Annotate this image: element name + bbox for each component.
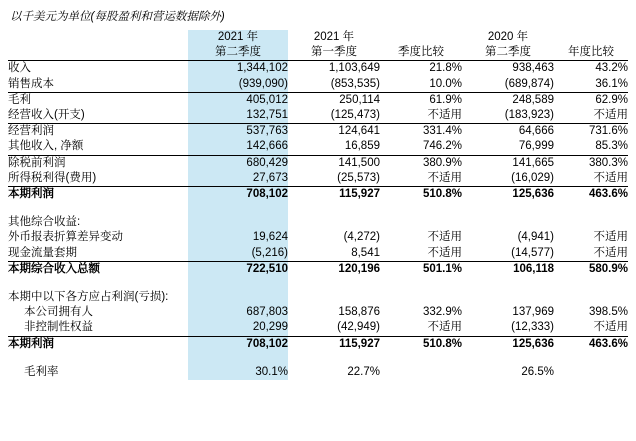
spacer-cell [462,277,554,290]
header-yoy [554,30,628,61]
cell-q2-2021: 687,803 [188,305,288,320]
cell-q2-2020: 938,463 [512,62,554,75]
cell-q1-2021: 158,876 [338,306,380,319]
header-qoq [380,30,462,61]
row-label: 经营利润 [8,124,188,140]
table-row [8,305,628,320]
cell-q1-2021: (42,949) [337,321,380,334]
cell-q2-2021 [188,290,288,305]
header-q2-2021-quarter: 第二季度 [215,46,261,59]
spacer-cell [380,277,462,290]
cell-q1-2021: 8,541 [351,246,380,259]
cell-yoy: 不适用 [593,109,628,122]
cell-yoy [554,215,628,230]
row-label: 销售成本 [8,77,54,90]
cell-q2-2021: 680,429 [188,155,288,171]
cell-yoy: 85.3% [595,140,628,153]
cell-q1-2021: 16,859 [344,140,380,153]
row-label: 其他收入, 净额 [8,140,84,153]
header-q2-2020-year: 2020 年 [487,31,529,43]
cell-qoq: 746.2% [422,140,462,153]
cell-q2-2020 [462,290,554,305]
row-label: 本期综合收入总额 [8,261,188,277]
table-row [8,246,628,262]
cell-qoq: 不适用 [427,321,462,334]
cell-yoy: 380.3% [554,155,628,171]
cell-qoq: 380.9% [380,155,462,171]
header-yoy-label: 年度比较 [568,46,614,59]
cell-qoq: 510.8% [380,187,462,203]
spacer-cell [8,352,188,365]
cell-yoy: 580.9% [554,261,628,277]
spacer-cell [380,352,462,365]
table-row [8,290,628,305]
cell-q2-2020: (183,923) [504,109,554,122]
table-body [8,61,628,380]
cell-yoy: 463.6% [554,336,628,352]
spacer-cell [288,277,380,290]
table-row [8,261,628,277]
cell-qoq: 不适用 [427,231,462,244]
header-q2-2020 [462,30,554,61]
table-spacer-row [8,352,628,365]
cell-q2-2021: 19,624 [188,230,288,245]
cell-q2-2021: 132,751 [188,108,288,124]
cell-q2-2020: 64,666 [462,124,554,140]
row-label: 本公司拥有人 [24,306,93,319]
cell-q2-2021: 142,666 [188,139,288,155]
table-row [8,230,628,245]
financial-table [8,30,628,380]
cell-qoq: 61.9% [380,92,462,108]
cell-q1-2021 [288,215,380,230]
table-spacer-row [8,277,628,290]
header-q1-2021 [288,30,380,61]
row-label: 所得税利得(费用) [8,171,97,184]
row-label: 毛利率 [24,365,59,378]
header-q2-2021 [188,30,288,61]
cell-q1-2021: (125,473) [330,109,380,122]
table-row [8,187,628,203]
cell-q2-2020: 26.5% [521,365,554,378]
cell-q2-2020: 76,999 [518,140,554,153]
cell-q1-2021: 22.7% [347,365,380,378]
spacer-cell [188,202,288,215]
cell-q2-2020: (14,577) [511,246,554,259]
cell-q2-2020: (4,941) [517,231,554,244]
cell-q2-2021: 27,673 [188,171,288,187]
row-label: 外币报表折算差异变动 [8,231,123,244]
cell-q1-2021: 115,927 [288,336,380,352]
cell-q1-2021: (4,272) [343,231,380,244]
cell-qoq [380,290,462,305]
header-q2-2021-year: 2021 年 [217,31,259,43]
cell-q2-2020: (689,874) [504,77,554,90]
table-row [8,336,628,352]
cell-q2-2021 [188,215,288,230]
spacer-cell [462,352,554,365]
header-q1-2021-quarter: 第一季度 [311,46,357,59]
cell-q2-2021: 722,510 [188,261,288,277]
header-q2-2020-quarter: 第二季度 [485,46,531,59]
cell-q1-2021: (25,573) [337,171,380,184]
table-row [8,155,628,171]
row-label: 本期中以下各方应占利润(亏损): [8,291,169,304]
header-qoq-label: 季度比较 [398,46,444,59]
row-label: 现金流量套期 [8,246,77,259]
header-q1-2021-year: 2021 年 [313,31,355,43]
spacer-cell [554,277,628,290]
cell-yoy: 731.6% [554,124,628,140]
spacer-cell [8,202,188,215]
cell-q2-2021: 537,763 [188,124,288,140]
cell-q2-2021: 708,102 [188,187,288,203]
row-label: 本期利润 [8,336,188,352]
cell-q2-2020: 141,665 [462,155,554,171]
table-row [8,171,628,187]
cell-q2-2021: (5,216) [188,246,288,262]
row-label: 除税前利润 [8,155,188,171]
cell-qoq: 331.4% [380,124,462,140]
spacer-cell [380,202,462,215]
cell-qoq [380,215,462,230]
row-label: 本期利润 [8,187,188,203]
cell-q2-2020: 125,636 [462,187,554,203]
cell-q1-2021: 124,641 [288,124,380,140]
table-row [8,92,628,108]
cell-yoy: 不适用 [593,321,628,334]
cell-yoy: 463.6% [554,187,628,203]
row-label: 收入 [8,62,31,75]
table-row [8,108,628,124]
cell-q1-2021: 141,500 [288,155,380,171]
table-row [8,124,628,140]
cell-yoy: 不适用 [593,246,628,259]
spacer-cell [554,352,628,365]
cell-q2-2020: 137,969 [512,306,554,319]
header-label-col [8,30,188,61]
cell-q2-2021: 20,299 [188,320,288,336]
cell-yoy: 36.1% [595,77,628,90]
cell-q2-2020: 125,636 [462,336,554,352]
table-spacer-row [8,202,628,215]
row-label: 经营收入(开支) [8,109,85,122]
table-header [8,30,628,61]
row-label: 其他综合收益: [8,216,81,229]
spacer-cell [288,202,380,215]
cell-q2-2021: 405,012 [188,92,288,108]
cell-yoy: 62.9% [554,92,628,108]
spacer-cell [288,352,380,365]
cell-qoq: 510.8% [380,336,462,352]
row-label: 非控制性权益 [24,321,93,334]
cell-qoq [380,365,462,380]
cell-qoq: 332.9% [422,306,462,319]
cell-q2-2020: (16,029) [511,171,554,184]
spacer-cell [188,352,288,365]
cell-q2-2021: (939,090) [188,77,288,93]
cell-q1-2021: (853,535) [330,77,380,90]
spacer-cell [188,277,288,290]
cell-q1-2021: 1,103,649 [328,62,380,75]
cell-q2-2020 [462,215,554,230]
table-row [8,61,628,77]
cell-q1-2021: 115,927 [288,187,380,203]
cell-q2-2021: 708,102 [188,336,288,352]
table-caption: 以千美元为单位(每股盈利和营运数据除外) [10,11,225,23]
table-row [8,77,628,93]
table-row [8,215,628,230]
cell-q1-2021 [288,290,380,305]
cell-yoy [554,290,628,305]
table-row [8,365,628,380]
cell-yoy: 398.5% [588,306,628,319]
cell-qoq: 10.0% [429,77,462,90]
cell-qoq: 不适用 [427,109,462,122]
cell-q2-2020: 248,589 [462,92,554,108]
cell-q2-2021: 1,344,102 [188,61,288,77]
cell-q1-2021: 120,196 [288,261,380,277]
cell-yoy: 不适用 [593,171,628,184]
cell-yoy: 不适用 [593,231,628,244]
table-row [8,139,628,155]
table-header-row [8,30,628,61]
cell-q1-2021: 250,114 [288,92,380,108]
cell-qoq: 21.8% [429,62,462,75]
cell-q2-2021: 30.1% [188,365,288,380]
cell-q2-2020: (12,333) [511,321,554,334]
row-label: 毛利 [8,92,188,108]
spacer-cell [554,202,628,215]
spacer-cell [462,202,554,215]
spacer-cell [8,277,188,290]
cell-yoy: 43.2% [595,62,628,75]
cell-yoy [554,365,628,380]
cell-qoq: 不适用 [427,246,462,259]
table-row [8,320,628,336]
cell-q2-2020: 106,118 [462,261,554,277]
cell-qoq: 不适用 [427,171,462,184]
cell-qoq: 501.1% [380,261,462,277]
